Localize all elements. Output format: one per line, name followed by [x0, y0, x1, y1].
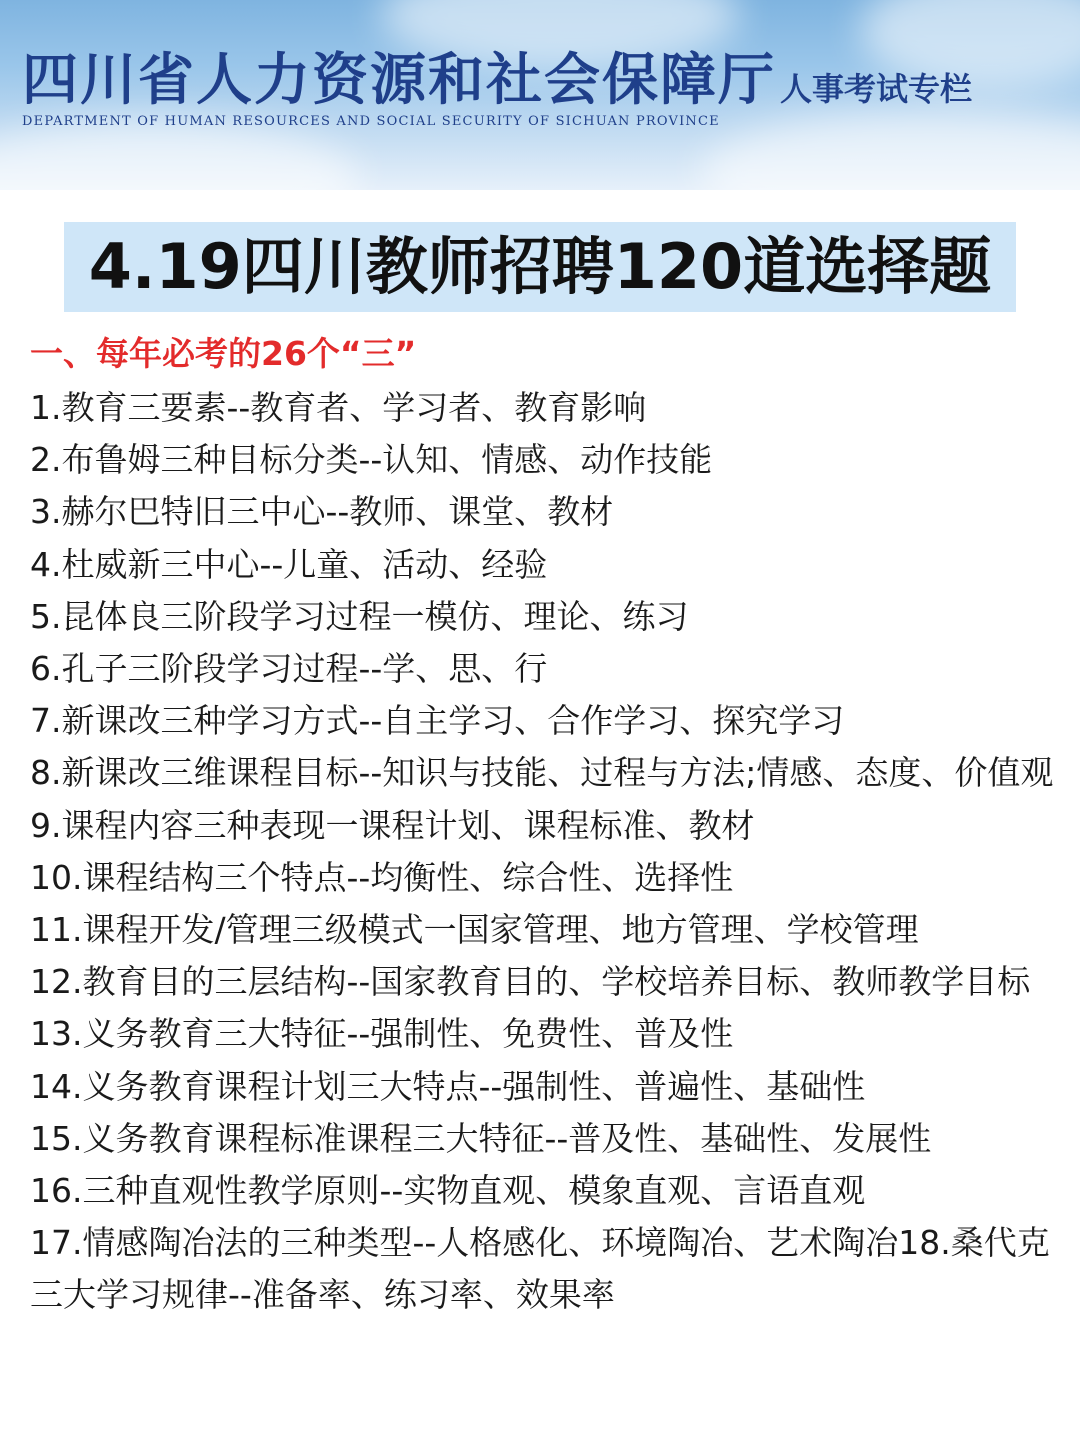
list-item: 12.教育目的三层结构--国家教育目的、学校培养目标、教师教学目标: [30, 962, 1031, 1002]
department-title: 四川省人力资源和社会保障厅: [22, 47, 776, 113]
list-item: 7.新课改三种学习方式--自主学习、合作学习、探究学习: [30, 701, 845, 741]
list-item: 2.布鲁姆三种目标分类--认知、情感、动作技能: [30, 440, 713, 480]
list-item: 16.三种直观性教学原则--实物直观、模象直观、言语直观: [30, 1171, 866, 1211]
list-item: 14.义务教育课程计划三大特点--强制性、普遍性、基础性: [30, 1066, 866, 1106]
list-item: 3.赫尔巴特旧三中心--教师、课堂、教材: [30, 492, 614, 532]
list-item: 8.新课改三维课程目标--知识与技能、过程与方法;情感、态度、价值观: [30, 753, 1054, 793]
list-item: 4.杜威新三中心--儿童、活动、经验: [30, 544, 548, 584]
list-item: 11.课程开发/管理三级模式一国家管理、地方管理、学校管理: [30, 910, 919, 950]
list-item: 17.情感陶冶法的三种类型--人格感化、环境陶冶、艺术陶冶18.桑代克三大学习规律--准备率、练习率、效果率: [30, 1223, 1050, 1315]
list-item: 9.课程内容三种表现一课程计划、课程标准、教材: [30, 805, 755, 845]
department-subtitle: DEPARTMENT OF HUMAN RESOURCES AND SOCIAL SECURITY OF SICHUAN PROVINCE: [22, 114, 720, 129]
list-item: 6.孔子三阶段学习过程--学、思、行: [30, 649, 548, 689]
list-item: 15.义务教育课程标准课程三大特征--普及性、基础性、发展性: [30, 1118, 932, 1158]
cloud-decoration: [0, 120, 360, 190]
item-list: [30, 382, 1055, 1322]
list-item: 13.义务教育三大特征--强制性、免费性、普及性: [30, 1014, 734, 1054]
exam-column-label: 人事考试专栏: [780, 70, 973, 108]
header-banner: [0, 0, 1080, 190]
list-item: 1.教育三要素--教育者、学习者、教育影响: [30, 388, 647, 427]
list-item: 5.昆体良三阶段学习过程一模仿、理论、练习: [30, 596, 689, 636]
cloud-decoration: [700, 110, 1080, 190]
page-title: 4.19四川教师招聘120道选择题: [88, 230, 992, 303]
section-heading: 一、每年必考的26个“三”: [30, 334, 417, 373]
list-item: 10.课程结构三个特点--均衡性、综合性、选择性: [30, 857, 734, 897]
